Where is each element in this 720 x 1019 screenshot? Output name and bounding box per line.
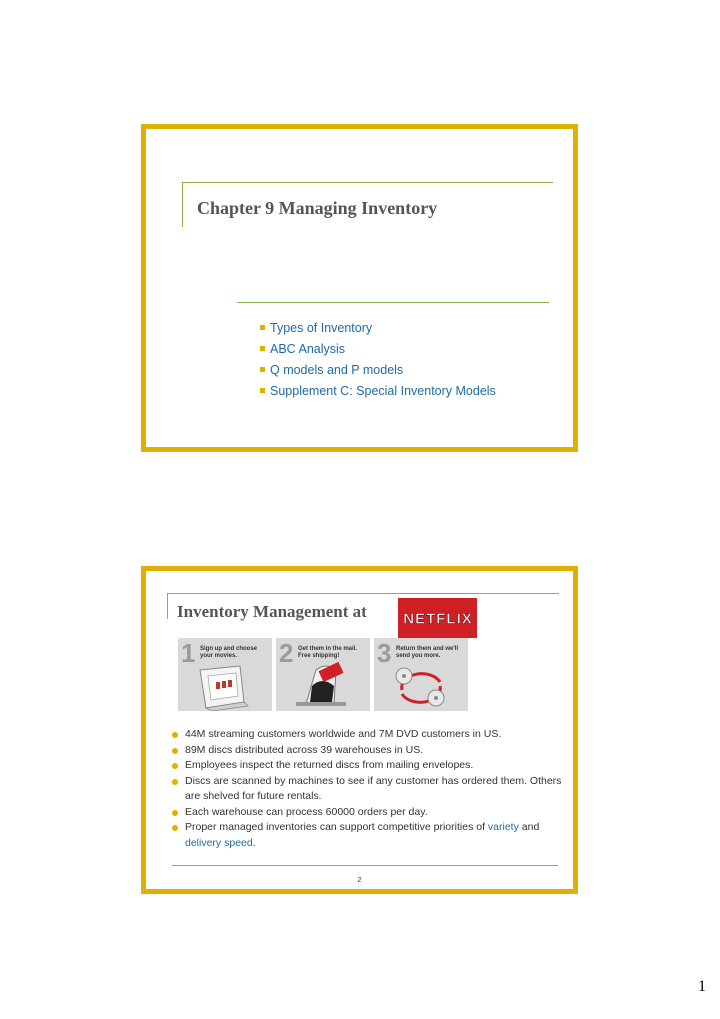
text-joiner: and (518, 821, 540, 833)
slide-1 (141, 124, 578, 452)
netflix-logo (398, 598, 477, 638)
bullet-dot-icon (172, 763, 178, 769)
list-item (172, 727, 572, 743)
step-panel (276, 638, 370, 711)
list-item-text: Q models and P models (270, 362, 404, 377)
bullet-dot-icon (172, 825, 178, 831)
list-item-text (185, 821, 539, 849)
list-item-text: Supplement C: Special Inventory Models (270, 383, 496, 398)
divider-rule (237, 302, 549, 303)
list-item (172, 743, 572, 759)
list-item (260, 359, 496, 380)
step-panel (178, 638, 272, 711)
step-caption: Get them in the mail. Free shipping! (298, 646, 358, 659)
footer-rule (172, 865, 558, 866)
text-suffix: . (252, 836, 256, 849)
step-panel (374, 638, 468, 711)
step-caption: Sign up and choose your movies. (200, 646, 258, 659)
list-item (172, 774, 572, 805)
mailbox-icon (276, 656, 370, 711)
return-cycle-icon (374, 656, 468, 711)
step-number: 3 (377, 638, 392, 668)
bullet-dot-icon (172, 748, 178, 754)
step-caption: Return them and we'll send you more. (396, 646, 459, 659)
square-bullet-icon (260, 367, 265, 372)
list-item-text: 89M discs distributed across 39 warehouses in US. (185, 743, 424, 756)
list-item-text: Each warehouse can process 60000 orders per day. (185, 805, 428, 818)
slide-2 (141, 566, 578, 894)
list-item (172, 805, 572, 821)
step-number: 1 (181, 638, 196, 668)
list-item-text: Types of Inventory (270, 320, 373, 335)
bullet-dot-icon (172, 779, 178, 785)
slide-2-title: Inventory Management at (177, 602, 367, 621)
highlight-term: delivery speed (185, 836, 253, 849)
list-item (172, 820, 572, 851)
square-bullet-icon (260, 346, 265, 351)
title-rule (167, 593, 559, 594)
svg-text:NETFLIX: NETFLIX (402, 610, 473, 627)
list-item-text: ABC Analysis (270, 341, 346, 356)
square-bullet-icon (260, 325, 265, 330)
facts-list (172, 727, 572, 851)
monitor-icon (178, 656, 272, 711)
list-item-text: 44M streaming customers worldwide and 7M DVD customers in US. (185, 728, 502, 740)
highlight-term: variety (487, 821, 519, 833)
list-item (260, 338, 496, 359)
list-item-text: Discs are scanned by machines to see if any customer has ordered them. Others are shelved for future rentals. (185, 774, 562, 802)
bullet-dot-icon (172, 810, 178, 816)
slide-1-title: Chapter 9 Managing Inventory (197, 198, 438, 218)
list-item (260, 317, 496, 338)
list-item (172, 758, 572, 774)
text-prefix: Proper managed inventories can support competitive priorities of (185, 821, 488, 833)
slide-number: 2 (357, 877, 362, 884)
title-rule-left (167, 593, 168, 619)
list-item-text: Employees inspect the returned discs from mailing envelopes. (185, 759, 474, 771)
list-item (260, 380, 496, 401)
topic-list (260, 317, 496, 401)
bullet-dot-icon (172, 732, 178, 738)
step-number: 2 (279, 638, 294, 668)
square-bullet-icon (260, 388, 265, 393)
page-number: 1 (698, 978, 706, 995)
